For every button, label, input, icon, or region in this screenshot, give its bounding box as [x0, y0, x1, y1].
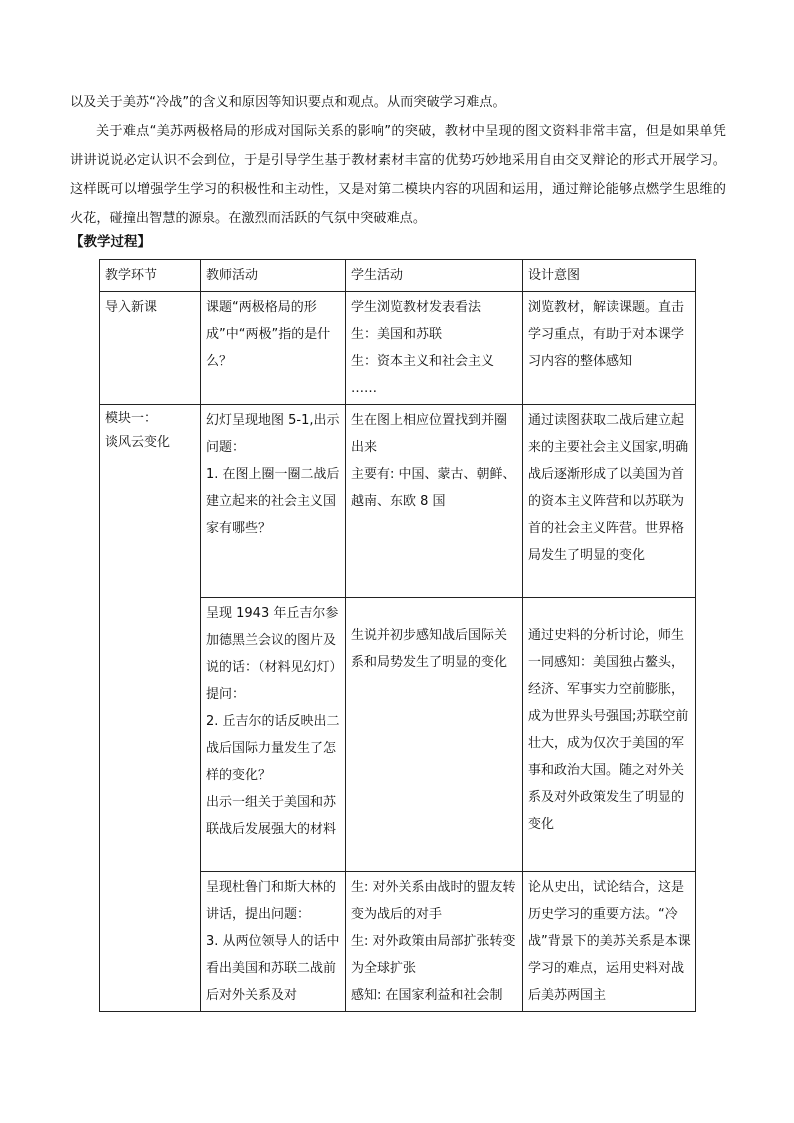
teacher-activity-cell [201, 872, 346, 1012]
student-text: 学生浏览教材发表看法 [351, 300, 482, 315]
teacher-text: 呈现 1943 年丘吉尔参加德黑兰会议的图片及说的话：（材料见幻灯）提问： [206, 606, 339, 702]
header-teacher-activity: 教师活动 [201, 260, 346, 292]
student-activity-cell [346, 405, 523, 598]
intent-text: 通过史料的分析讨论，师生一同感知：美国独占鳌头，经济、军事实力空前膨胀，成为世界头号强国;苏联空前壮大，成为仅次于美国的军事和政治大国。随之对外关系及对外政策发生了明显的变化 [528, 628, 689, 832]
student-activity-cell [346, 292, 523, 405]
teacher-text: 2. 丘吉尔的话反映出二战后国际力量发生了怎样的变化？ [206, 714, 340, 783]
intent-text: 浏览教材，解读课题。直击学习重点，有助于对本课学习内容的整体感知 [528, 300, 685, 369]
design-intent-cell [523, 292, 696, 405]
student-text: 生: 对外关系由战时的盟友转变为战后的对手 [351, 880, 516, 922]
header-stage: 教学环节 [100, 260, 201, 292]
table-row [100, 405, 696, 598]
teacher-text: 1. 在图上圈一圈二战后建立起来的社会主义国家有哪些？ [206, 467, 340, 536]
stage-cell [100, 292, 201, 405]
design-intent-cell [523, 405, 696, 598]
header-design-intent: 设计意图 [523, 260, 696, 292]
student-text: 生说并初步感知战后国际关系和局势发生了明显的变化 [351, 628, 508, 670]
stage-label: 模块一： [105, 411, 158, 426]
header-student-activity: 学生活动 [346, 260, 523, 292]
stage-label: 谈风云变化 [105, 435, 171, 450]
teacher-text: 课题“两极格局的形成”中“两极”指的是什么？ [206, 300, 331, 369]
teacher-text: 3. 从两位领导人的话中看出美国和苏联二战前后对外关系及对 [206, 934, 340, 1003]
table-header-row [100, 260, 696, 292]
student-text: 感知: 在国家利益和社会制 [351, 988, 503, 1003]
intro-paragraph-2: 关于难点“美苏两极格局的形成对国际关系的影响”的突破，教材中呈现的图文资料非常丰富，但是如果单凭讲讲说说必定认识不会到位，于是引导学生基于教材素材丰富的优势巧妙地采用自由交叉辩论的形式开展学习。这样既可以增强学生学习的积极性和主动性，又是对第二模块内容的巩固和运用，通过辩论能够点燃学生思维的火花，碰撞出智慧的源泉。在激烈而活跃的气氛中突破难点。 [70, 124, 726, 226]
student-text: 主要有: 中国、蒙古、朝鲜、越南、东欧 8 国 [351, 467, 516, 509]
teacher-text: 幻灯呈现地图 5-1,出示问题： [206, 413, 340, 455]
student-text: …… [351, 381, 377, 396]
teaching-process-table [99, 259, 696, 1012]
student-text: 生：美国和苏联 [351, 327, 443, 342]
student-text: 生: 对外政策由局部扩张转变为全球扩张 [351, 934, 516, 976]
intent-text: 论从史出，试论结合，这是历史学习的重要方法。“冷战”背景下的美苏关系是本课学习的难点，运用史料对战后美苏两国主 [528, 880, 691, 1003]
table-row [100, 292, 696, 405]
intro-line-1: 以及关于美苏“冷战”的含义和原因等知识要点和观点。从而突破学习难点。 [70, 95, 506, 110]
teacher-activity-cell [201, 598, 346, 872]
section-title: 【教学过程】 [70, 234, 151, 250]
teacher-text: 呈现杜鲁门和斯大林的讲话，提出问题： [206, 880, 337, 922]
student-text: 生：资本主义和社会主义 [351, 354, 495, 369]
design-intent-cell [523, 872, 696, 1012]
teacher-activity-cell [201, 292, 346, 405]
student-activity-cell [346, 872, 523, 1012]
teacher-text: 出示一组关于美国和苏联战后发展强大的材料 [206, 795, 337, 837]
student-activity-cell [346, 598, 523, 872]
design-intent-cell [523, 598, 696, 872]
stage-cell [100, 405, 201, 1012]
student-text: 生在图上相应位置找到并圈出来 [351, 413, 508, 455]
teacher-activity-cell [201, 405, 346, 598]
intent-text: 通过读图获取二战后建立起来的主要社会主义国家,明确战后逐渐形成了以美国为首的资本主义阵营和以苏联为首的社会主义阵营。世界格局发生了明显的变化 [528, 413, 689, 563]
stage-label: 导入新课 [105, 300, 158, 315]
